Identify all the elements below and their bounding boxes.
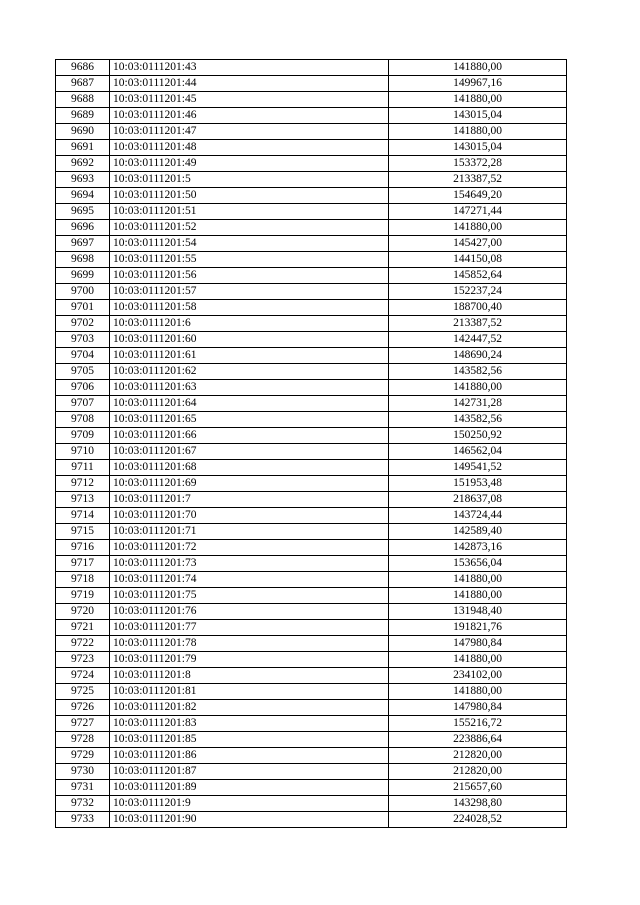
cadastral-value-cell: 188700,40 (389, 300, 567, 316)
table-row (56, 140, 567, 156)
cadastral-number-cell: 10:03:0111201:89 (110, 780, 389, 796)
row-number-cell: 9703 (56, 332, 110, 348)
cadastral-number-cell: 10:03:0111201:8 (110, 668, 389, 684)
row-number-cell: 9689 (56, 108, 110, 124)
cadastral-number-cell: 10:03:0111201:58 (110, 300, 389, 316)
cadastral-number-cell: 10:03:0111201:82 (110, 700, 389, 716)
cadastral-number-cell: 10:03:0111201:52 (110, 220, 389, 236)
row-number-cell: 9708 (56, 412, 110, 428)
cadastral-number-cell: 10:03:0111201:70 (110, 508, 389, 524)
cadastral-number-cell: 10:03:0111201:85 (110, 732, 389, 748)
row-number-cell: 9687 (56, 76, 110, 92)
cadastral-value-cell: 213387,52 (389, 316, 567, 332)
table-row (56, 460, 567, 476)
table-row (56, 204, 567, 220)
cadastral-number-cell: 10:03:0111201:76 (110, 604, 389, 620)
cadastral-value-cell: 234102,00 (389, 668, 567, 684)
table-row (56, 492, 567, 508)
table-row (56, 572, 567, 588)
cadastral-number-cell: 10:03:0111201:47 (110, 124, 389, 140)
cadastral-number-cell: 10:03:0111201:65 (110, 412, 389, 428)
table-row (56, 700, 567, 716)
cadastral-value-cell: 143724,44 (389, 508, 567, 524)
row-number-cell: 9727 (56, 716, 110, 732)
cadastral-value-cell: 143015,04 (389, 108, 567, 124)
table-row (56, 396, 567, 412)
cadastral-number-cell: 10:03:0111201:87 (110, 764, 389, 780)
table-row (56, 540, 567, 556)
row-number-cell: 9711 (56, 460, 110, 476)
row-number-cell: 9717 (56, 556, 110, 572)
row-number-cell: 9694 (56, 188, 110, 204)
cadastral-value-cell: 147271,44 (389, 204, 567, 220)
row-number-cell: 9705 (56, 364, 110, 380)
table-row (56, 780, 567, 796)
cadastral-number-cell: 10:03:0111201:49 (110, 156, 389, 172)
row-number-cell: 9726 (56, 700, 110, 716)
table-row (56, 668, 567, 684)
cadastral-value-cell: 151953,48 (389, 476, 567, 492)
table-row (56, 556, 567, 572)
cadastral-number-cell: 10:03:0111201:81 (110, 684, 389, 700)
table-row (56, 156, 567, 172)
cadastral-value-cell: 223886,64 (389, 732, 567, 748)
row-number-cell: 9695 (56, 204, 110, 220)
cadastral-value-cell: 145852,64 (389, 268, 567, 284)
table-row (56, 380, 567, 396)
table-row (56, 716, 567, 732)
table-row (56, 588, 567, 604)
table-row (56, 172, 567, 188)
cadastral-value-cell: 212820,00 (389, 764, 567, 780)
table-row (56, 364, 567, 380)
row-number-cell: 9698 (56, 252, 110, 268)
row-number-cell: 9686 (56, 60, 110, 76)
cadastral-value-cell: 141880,00 (389, 60, 567, 76)
cadastral-number-cell: 10:03:0111201:5 (110, 172, 389, 188)
row-number-cell: 9720 (56, 604, 110, 620)
table-row (56, 348, 567, 364)
table-row (56, 684, 567, 700)
cadastral-value-cell: 142873,16 (389, 540, 567, 556)
cadastral-value-cell: 148690,24 (389, 348, 567, 364)
row-number-cell: 9729 (56, 748, 110, 764)
cadastral-value-cell: 143582,56 (389, 412, 567, 428)
row-number-cell: 9724 (56, 668, 110, 684)
cadastral-number-cell: 10:03:0111201:78 (110, 636, 389, 652)
table-row (56, 124, 567, 140)
table-row (56, 764, 567, 780)
cadastral-number-cell: 10:03:0111201:90 (110, 812, 389, 828)
table-row (56, 620, 567, 636)
cadastral-value-cell: 150250,92 (389, 428, 567, 444)
cadastral-number-cell: 10:03:0111201:48 (110, 140, 389, 156)
row-number-cell: 9699 (56, 268, 110, 284)
cadastral-value-cell: 141880,00 (389, 124, 567, 140)
cadastral-number-cell: 10:03:0111201:67 (110, 444, 389, 460)
cadastral-value-cell: 141880,00 (389, 652, 567, 668)
cadastral-value-cell: 153372,28 (389, 156, 567, 172)
cadastral-number-cell: 10:03:0111201:63 (110, 380, 389, 396)
table-row (56, 508, 567, 524)
table-row (56, 652, 567, 668)
cadastral-number-cell: 10:03:0111201:72 (110, 540, 389, 556)
cadastral-number-cell: 10:03:0111201:55 (110, 252, 389, 268)
cadastral-number-cell: 10:03:0111201:61 (110, 348, 389, 364)
table-row (56, 732, 567, 748)
table-row (56, 76, 567, 92)
cadastral-number-cell: 10:03:0111201:86 (110, 748, 389, 764)
cadastral-number-cell: 10:03:0111201:9 (110, 796, 389, 812)
cadastral-value-cell: 147980,84 (389, 636, 567, 652)
row-number-cell: 9701 (56, 300, 110, 316)
cadastral-value-cell: 218637,08 (389, 492, 567, 508)
table-row (56, 300, 567, 316)
row-number-cell: 9700 (56, 284, 110, 300)
cadastral-value-cell: 142731,28 (389, 396, 567, 412)
cadastral-number-cell: 10:03:0111201:54 (110, 236, 389, 252)
table-body (56, 60, 567, 828)
cadastral-number-cell: 10:03:0111201:57 (110, 284, 389, 300)
row-number-cell: 9713 (56, 492, 110, 508)
cadastral-value-cell: 144150,08 (389, 252, 567, 268)
cadastral-number-cell: 10:03:0111201:44 (110, 76, 389, 92)
cadastral-number-cell: 10:03:0111201:51 (110, 204, 389, 220)
cadastral-number-cell: 10:03:0111201:60 (110, 332, 389, 348)
cadastral-number-cell: 10:03:0111201:45 (110, 92, 389, 108)
table-row (56, 796, 567, 812)
cadastral-value-cell: 142447,52 (389, 332, 567, 348)
cadastral-value-cell: 152237,24 (389, 284, 567, 300)
table-row (56, 604, 567, 620)
cadastral-value-cell: 154649,20 (389, 188, 567, 204)
cadastral-value-cell: 143298,80 (389, 796, 567, 812)
row-number-cell: 9697 (56, 236, 110, 252)
row-number-cell: 9709 (56, 428, 110, 444)
row-number-cell: 9704 (56, 348, 110, 364)
cadastral-value-cell: 224028,52 (389, 812, 567, 828)
table-row (56, 92, 567, 108)
row-number-cell: 9719 (56, 588, 110, 604)
cadastral-number-cell: 10:03:0111201:77 (110, 620, 389, 636)
cadastral-number-cell: 10:03:0111201:66 (110, 428, 389, 444)
row-number-cell: 9723 (56, 652, 110, 668)
cadastral-value-cell: 191821,76 (389, 620, 567, 636)
row-number-cell: 9730 (56, 764, 110, 780)
cadastral-value-cell: 153656,04 (389, 556, 567, 572)
cadastral-number-cell: 10:03:0111201:68 (110, 460, 389, 476)
cadastral-number-cell: 10:03:0111201:6 (110, 316, 389, 332)
row-number-cell: 9693 (56, 172, 110, 188)
row-number-cell: 9725 (56, 684, 110, 700)
cadastral-value-cell: 143015,04 (389, 140, 567, 156)
row-number-cell: 9715 (56, 524, 110, 540)
cadastral-value-cell: 131948,40 (389, 604, 567, 620)
cadastral-number-cell: 10:03:0111201:7 (110, 492, 389, 508)
row-number-cell: 9731 (56, 780, 110, 796)
row-number-cell: 9707 (56, 396, 110, 412)
row-number-cell: 9716 (56, 540, 110, 556)
row-number-cell: 9732 (56, 796, 110, 812)
row-number-cell: 9692 (56, 156, 110, 172)
cadastral-value-cell: 215657,60 (389, 780, 567, 796)
table-row (56, 236, 567, 252)
cadastral-value-cell: 141880,00 (389, 684, 567, 700)
table-row (56, 748, 567, 764)
table-row (56, 316, 567, 332)
row-number-cell: 9702 (56, 316, 110, 332)
cadastral-value-cell: 145427,00 (389, 236, 567, 252)
cadastral-number-cell: 10:03:0111201:62 (110, 364, 389, 380)
table-row (56, 252, 567, 268)
row-number-cell: 9722 (56, 636, 110, 652)
table-row (56, 220, 567, 236)
table-row (56, 812, 567, 828)
cadastral-value-cell: 149967,16 (389, 76, 567, 92)
cadastral-value-cell: 146562,04 (389, 444, 567, 460)
cadastral-number-cell: 10:03:0111201:56 (110, 268, 389, 284)
cadastral-number-cell: 10:03:0111201:43 (110, 60, 389, 76)
cadastral-value-cell: 141880,00 (389, 220, 567, 236)
cadastral-number-cell: 10:03:0111201:71 (110, 524, 389, 540)
row-number-cell: 9696 (56, 220, 110, 236)
table-row (56, 60, 567, 76)
row-number-cell: 9721 (56, 620, 110, 636)
cadastral-number-cell: 10:03:0111201:75 (110, 588, 389, 604)
cadastral-number-cell: 10:03:0111201:50 (110, 188, 389, 204)
cadastral-value-cell: 141880,00 (389, 380, 567, 396)
cadastral-number-cell: 10:03:0111201:74 (110, 572, 389, 588)
row-number-cell: 9688 (56, 92, 110, 108)
row-number-cell: 9712 (56, 476, 110, 492)
table-row (56, 524, 567, 540)
table-row (56, 636, 567, 652)
cadastral-value-cell: 143582,56 (389, 364, 567, 380)
row-number-cell: 9691 (56, 140, 110, 156)
cadastral-number-cell: 10:03:0111201:73 (110, 556, 389, 572)
cadastral-value-cell: 212820,00 (389, 748, 567, 764)
cadastral-number-cell: 10:03:0111201:46 (110, 108, 389, 124)
table-row (56, 412, 567, 428)
cadastral-value-cell: 213387,52 (389, 172, 567, 188)
table-row (56, 108, 567, 124)
row-number-cell: 9690 (56, 124, 110, 140)
cadastral-value-cell: 147980,84 (389, 700, 567, 716)
row-number-cell: 9714 (56, 508, 110, 524)
table-row (56, 476, 567, 492)
cadastral-value-cell: 142589,40 (389, 524, 567, 540)
cadastral-value-cell: 149541,52 (389, 460, 567, 476)
cadastral-number-cell: 10:03:0111201:64 (110, 396, 389, 412)
table-row (56, 188, 567, 204)
row-number-cell: 9706 (56, 380, 110, 396)
cadastral-value-cell: 141880,00 (389, 92, 567, 108)
table-row (56, 284, 567, 300)
cadastral-number-cell: 10:03:0111201:79 (110, 652, 389, 668)
cadastral-number-cell: 10:03:0111201:83 (110, 716, 389, 732)
table-row (56, 428, 567, 444)
row-number-cell: 9728 (56, 732, 110, 748)
table-row (56, 444, 567, 460)
cadastral-value-cell: 155216,72 (389, 716, 567, 732)
cadastral-value-cell: 141880,00 (389, 572, 567, 588)
cadastral-value-table (55, 59, 567, 828)
table-row (56, 332, 567, 348)
table-row (56, 268, 567, 284)
row-number-cell: 9733 (56, 812, 110, 828)
row-number-cell: 9710 (56, 444, 110, 460)
cadastral-number-cell: 10:03:0111201:69 (110, 476, 389, 492)
row-number-cell: 9718 (56, 572, 110, 588)
cadastral-value-cell: 141880,00 (389, 588, 567, 604)
